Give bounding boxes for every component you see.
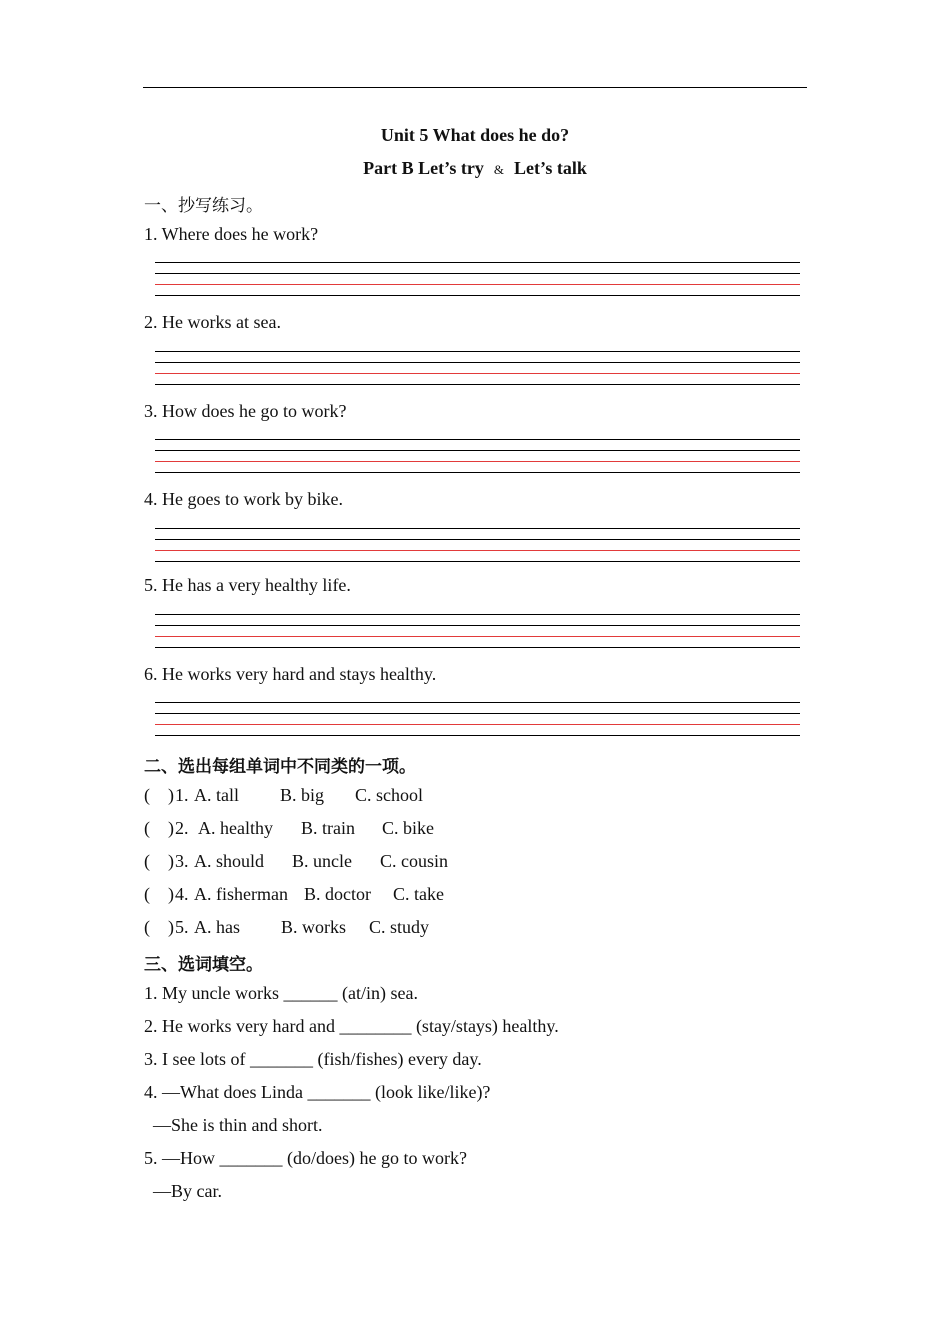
option-c: C. study	[369, 917, 430, 937]
choice-row-5	[144, 917, 644, 941]
copy-item-1: 1. Where does he work?	[144, 224, 319, 244]
fill-item-5-answer: —By car.	[144, 1181, 222, 1201]
option-c: C. school	[355, 785, 424, 805]
writing-lines-5[interactable]	[155, 614, 800, 650]
choice-row-1	[144, 785, 644, 809]
header-rule	[143, 87, 807, 88]
answer-paren[interactable]: ( )	[144, 884, 174, 904]
copy-item-4: 4. He goes to work by bike.	[144, 489, 343, 509]
option-b: B. big	[280, 785, 325, 805]
writing-lines-4[interactable]	[155, 528, 800, 564]
copy-item-3: 3. How does he go to work?	[144, 401, 347, 421]
option-b: B. doctor	[304, 884, 371, 904]
section3-heading: 三、选词填空。	[144, 955, 263, 975]
writing-lines-3[interactable]	[155, 439, 800, 475]
worksheet-title: Unit 5 What does he do?	[380, 125, 570, 145]
option-a: A. healthy	[198, 818, 273, 838]
choice-row-4	[144, 884, 644, 908]
fill-item-4-question: 4. —What does Linda _______ (look like/like)?	[144, 1082, 491, 1102]
option-b: B. uncle	[292, 851, 352, 871]
answer-paren[interactable]: ( )	[144, 851, 174, 871]
subtitle-left: Part B Let’s try	[363, 158, 484, 178]
subtitle-ampersand: &	[493, 162, 505, 177]
writing-lines-6[interactable]	[155, 702, 800, 738]
fill-item-1: 1. My uncle works ______ (at/in) sea.	[144, 983, 418, 1003]
option-a: A. has	[194, 917, 240, 937]
copy-item-5: 5. He has a very healthy life.	[144, 575, 351, 595]
answer-paren[interactable]: ( )	[144, 818, 174, 838]
choice-number: 4.	[175, 884, 189, 904]
worksheet-subtitle	[0, 158, 950, 179]
fill-item-2: 2. He works very hard and ________ (stay/stays) healthy.	[144, 1016, 559, 1036]
choice-row-3	[144, 851, 644, 875]
copy-item-6: 6. He works very hard and stays healthy.	[144, 664, 437, 684]
fill-item-3: 3. I see lots of _______ (fish/fishes) every day.	[144, 1049, 482, 1069]
fill-item-4-answer: —She is thin and short.	[144, 1115, 323, 1135]
copy-item-2: 2. He works at sea.	[144, 312, 281, 332]
fill-item-5-question: 5. —How _______ (do/does) he go to work?	[144, 1148, 467, 1168]
section1-heading: 一、抄写练习。	[144, 196, 263, 216]
option-b: B. works	[281, 917, 347, 937]
writing-lines-1[interactable]	[155, 262, 800, 298]
option-a: A. fisherman	[194, 884, 288, 904]
choice-number: 5.	[175, 917, 189, 937]
option-b: B. train	[301, 818, 355, 838]
subtitle-right: Let’s talk	[514, 158, 587, 178]
answer-paren[interactable]: ( )	[144, 785, 174, 805]
option-c: C. cousin	[380, 851, 449, 871]
option-a: A. tall	[194, 785, 239, 805]
option-c: C. bike	[382, 818, 434, 838]
choice-row-2	[144, 818, 644, 842]
option-a: A. should	[194, 851, 265, 871]
writing-lines-2[interactable]	[155, 351, 800, 387]
choice-number: 2.	[175, 818, 189, 838]
choice-number: 1.	[175, 785, 189, 805]
choice-number: 3.	[175, 851, 189, 871]
answer-paren[interactable]: ( )	[144, 917, 174, 937]
option-c: C. take	[393, 884, 444, 904]
section2-heading: 二、选出每组单词中不同类的一项。	[144, 757, 416, 777]
